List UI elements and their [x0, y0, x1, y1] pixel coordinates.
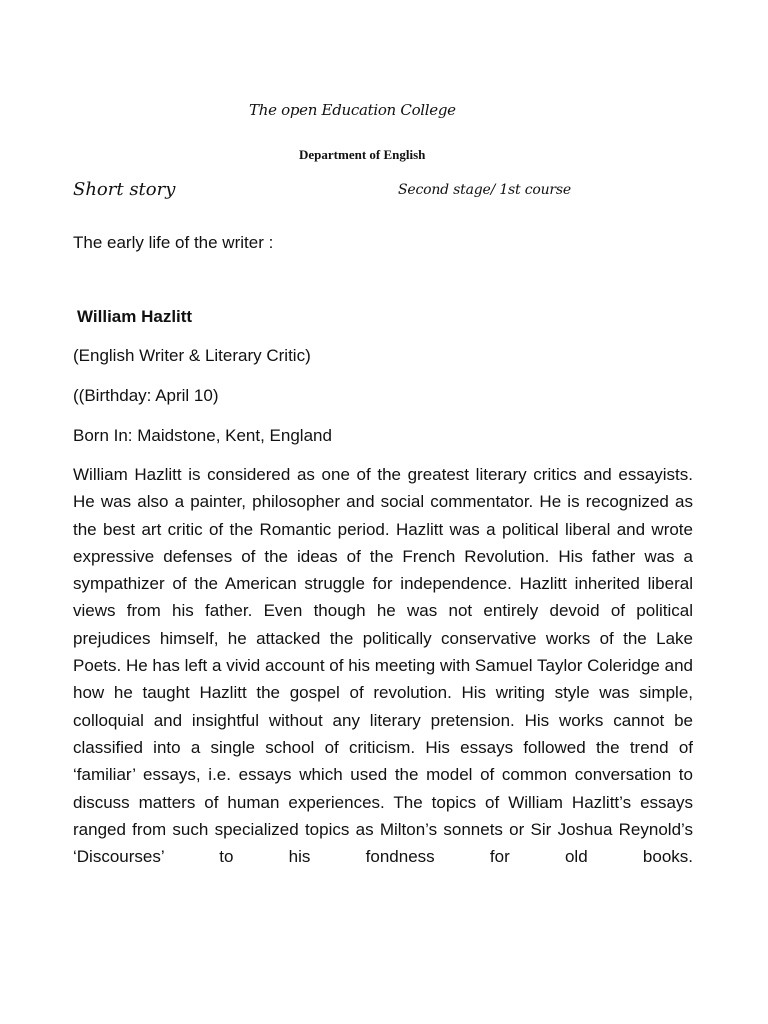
writer-role: (English Writer & Literary Critic) — [73, 346, 311, 365]
department-title: Department of English — [299, 147, 426, 162]
writer-birthday: ((Birthday: April 10) — [73, 386, 219, 405]
course-stage: Second stage/ 1st course — [398, 182, 571, 198]
biography-paragraph: William Hazlitt is considered as one of the greatest literary critics and essayists. He was also a painter, philosopher and social commentator. He is recognized as the best art critic of the Romantic period. Hazlitt was a political liberal and wrote expressive defenses of the ideas of the French Revolution. His father was a sympathizer of the American struggle for independence. Hazlitt inherited liberal views from his father. Even though he was not entirely devoid of political prejudices himself, he attacked the politically conservative works of the Lake Poets. He has left a vivid account of his meeting with Samuel Taylor Coleridge and how he taught Hazlitt the gospel of revolution. His writing style was simple, colloquial and insightful without any literary pretension. His works cannot be classified into a single school of criticism. His essays followed the trend of ‘familiar’ essays, i.e. essays which used the model of common conversation to discuss matters of human experiences. The topics of William Hazlitt’s essays ranged from such specialized topics as Milton’s sonnets or Sir Joshua Reynold’s ‘Discourses’ to his fondness for old books. — [73, 465, 693, 867]
writer-name: William Hazlitt — [77, 307, 193, 326]
college-title: The open Education College — [249, 101, 456, 119]
intro-line: The early life of the writer : — [73, 233, 274, 252]
course-subject: Short story — [73, 179, 176, 200]
writer-birthplace: Born In: Maidstone, Kent, England — [73, 426, 332, 445]
